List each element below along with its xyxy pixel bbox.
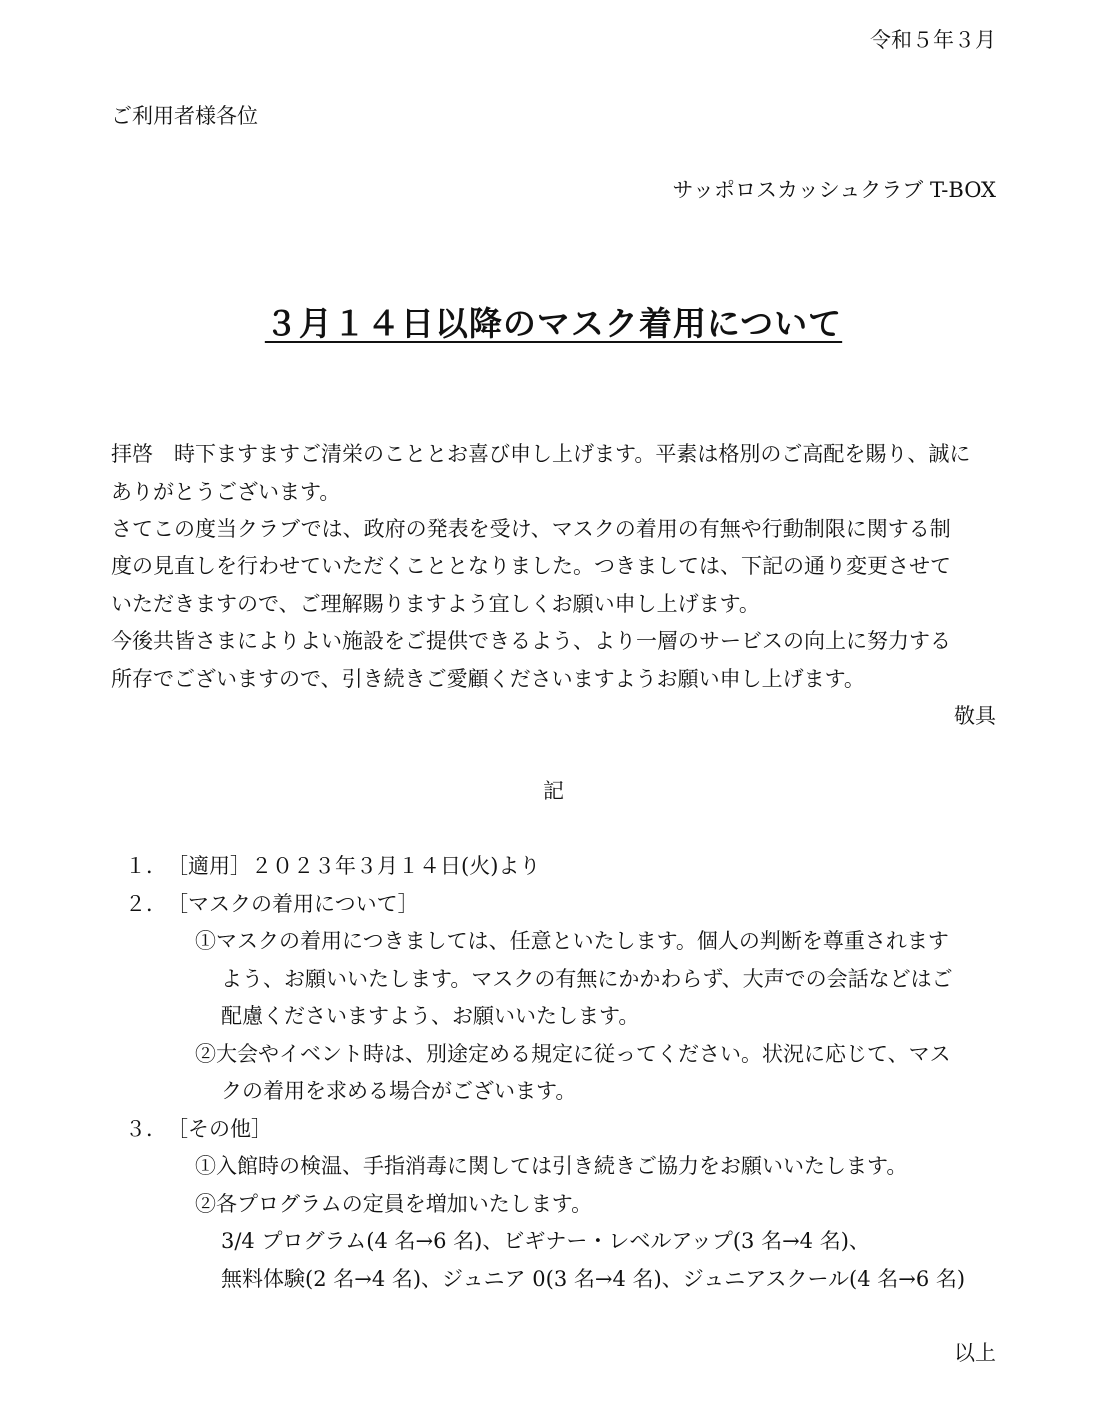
- sub-item-line: ①入館時の検温、手指消毒に関しては引き続きご協力をお願いいたします。: [195, 1154, 908, 1178]
- list-item-number: ２．: [125, 892, 167, 916]
- list-item-number: １．: [125, 854, 167, 878]
- sub-item-line: クの着用を求める場合がございます。: [221, 1079, 577, 1103]
- body-line: 拝啓 時下ますますご清栄のこととお喜び申し上げます。平素は格別のご高配を賜り、誠に: [111, 442, 971, 466]
- list-item-1: [111, 850, 540, 880]
- sub-item-line: ①マスクの着用につきましては、任意といたします。個人の判断を尊重されます: [195, 929, 949, 953]
- body-line: さてこの度当クラブでは、政府の発表を受け、マスクの着用の有無や行動制限に関する制: [111, 517, 951, 541]
- addressee: ご利用者様各位: [111, 104, 258, 128]
- body-line: いただきますので、ご理解賜りますよう宜しくお願い申し上げます。: [111, 592, 760, 616]
- list-item-text: ［その他］: [167, 1117, 272, 1141]
- list-item-text: ［マスクの着用について］: [167, 892, 419, 916]
- list-item-number: ３．: [125, 1117, 167, 1141]
- body-line: 度の見直しを行わせていただくこととなりました。つきましては、下記の通り変更させて: [111, 554, 951, 578]
- program-capacity-line: 無料体験(2 名→4 名)、ジュニア 0(3 名→4 名)、ジュニアスクール(4 名→6 名): [221, 1267, 966, 1291]
- issue-date: 令和５年３月: [870, 28, 996, 52]
- closing-keigu: 敬具: [954, 704, 996, 728]
- sub-item-line: よう、お願いいたします。マスクの有無にかかわらず、大声での会話などはご: [221, 967, 953, 991]
- list-item-2: [111, 888, 419, 918]
- list-item-text: ［適用］２０２３年３月１４日(火)より: [167, 854, 541, 878]
- document-title-text: ３月１４日以降のマスク着用について: [264, 304, 843, 343]
- program-capacity-line: 3/4 プログラム(4 名→6 名)、ビギナー・レベルアップ(3 名→4 名)、: [221, 1229, 870, 1253]
- body-line: 今後共皆さまによりよい施設をご提供できるよう、より一層のサービスの向上に努力する: [111, 629, 951, 653]
- list-item-3: [111, 1113, 272, 1143]
- document-title: [0, 298, 1107, 345]
- sender-name: サッポロスカッシュクラブ T-BOX: [672, 178, 996, 202]
- ki-heading: 記: [543, 779, 564, 803]
- end-mark: 以上: [954, 1341, 996, 1365]
- sub-item-line: ②各プログラムの定員を増加いたします。: [195, 1192, 593, 1216]
- body-line: 所存でございますので、引き続きご愛顧くださいますようお願い申し上げます。: [111, 667, 865, 691]
- sub-item-line: ②大会やイベント時は、別途定める規定に従ってください。状況に応じて、マス: [195, 1042, 951, 1066]
- sub-item-line: 配慮くださいますよう、お願いいたします。: [221, 1004, 640, 1028]
- body-line: ありがとうございます。: [111, 480, 341, 504]
